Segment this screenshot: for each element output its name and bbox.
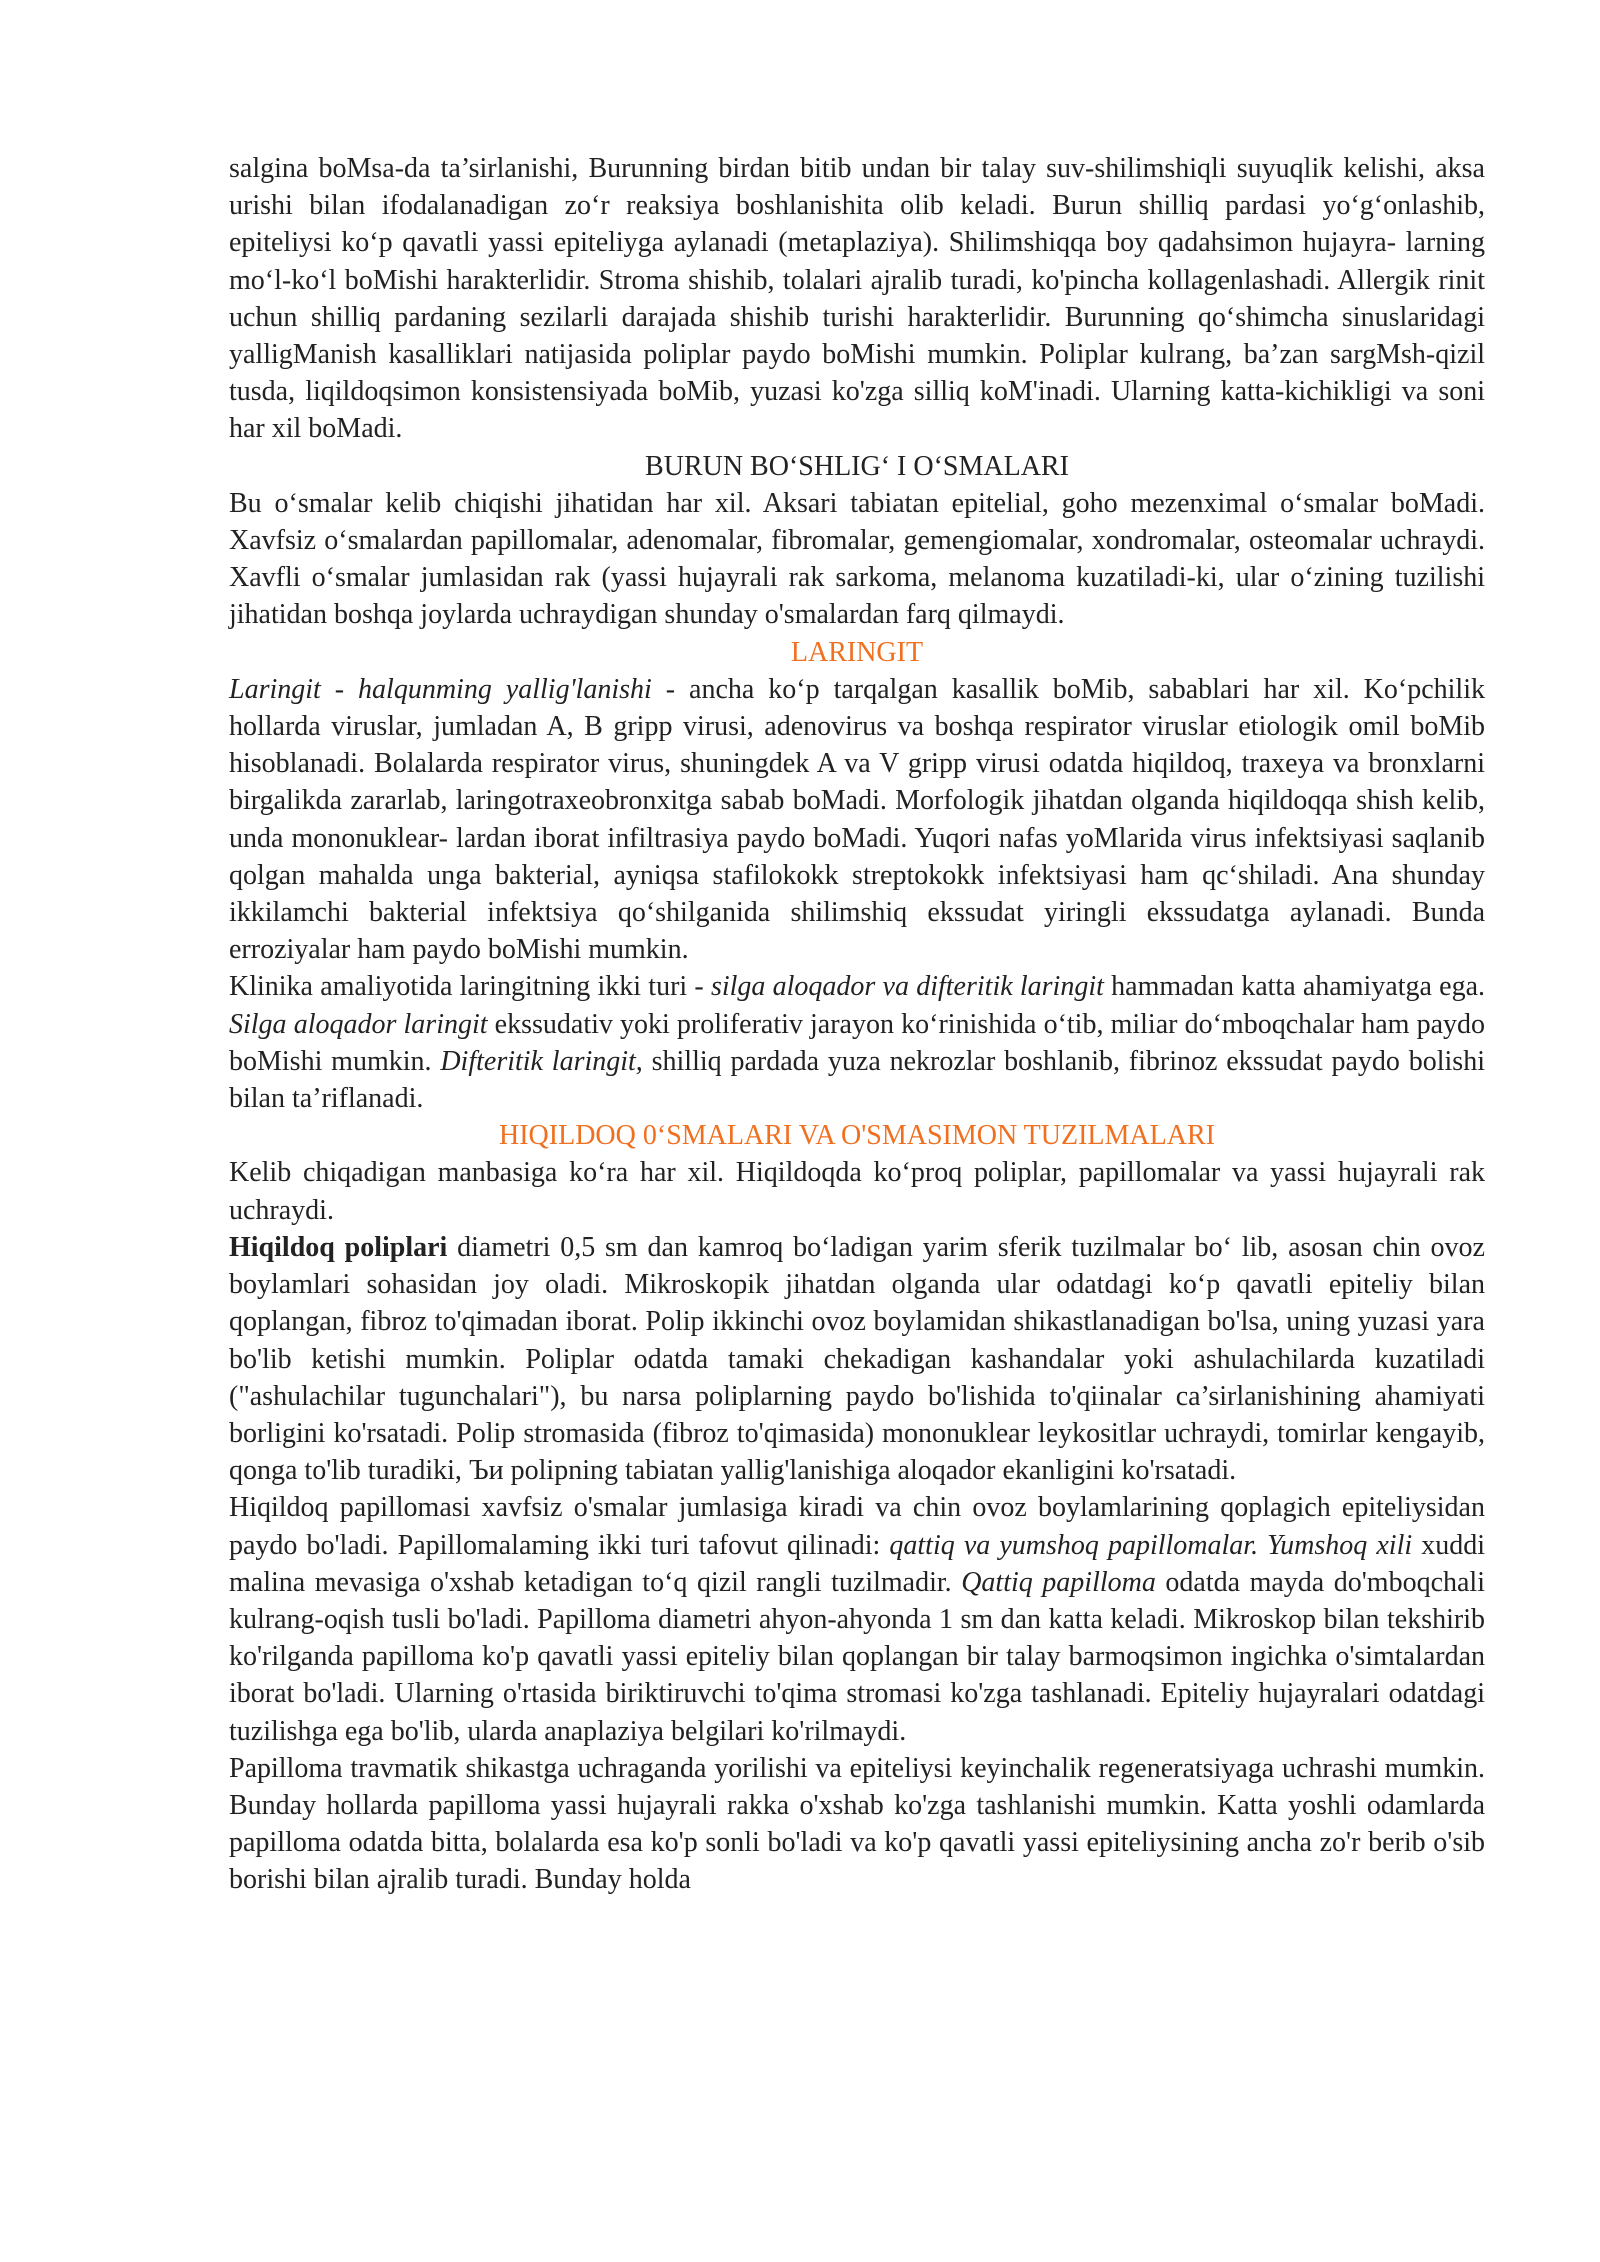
paragraph-text: Papilloma travmatik shikastga uchraganda yorilishi va epiteliysi keyinchalik regeneratsiyaga uchrashi mumkin. Bunday hollarda papilloma yassi hujayrali rakka o'xshab ko'zga tashlanishi mumkin. Katta yoshli odamlarda papilloma odatda bitta, bolalarda esa ko'p sonli bo'ladi va ko'p qavatli yassi epiteliysining ancha zo'r berib o'sib borishi bilan ajralib turadi. Bunday holda <box>229 1752 1485 1896</box>
document-page <box>229 150 1485 1899</box>
heading-text: HIQILDOQ 0‘SMALARI VA O'SMASIMON TUZILMALARI <box>499 1120 1215 1152</box>
heading-larynx-tumors <box>229 1117 1485 1154</box>
paragraph-text: Bu o‘smalar kelib chiqishi jihatidan har xil. Aksari tabiatan epitelial, goho mezenximal o‘smalar boMadi. Xavfsiz o‘smalardan papillomalar, adenomalar, fibromalar, gemengiomalar, xondromalar, osteomalar uchraydi. Xavfli o‘smalar jumlasidan rak (yassi hujayrali rak sarkoma, melanoma kuzatiladi-ki, ular o‘zining tuzilishi jihatidan boshqa joylarda uchraydigan shunday o'smalardan farq qilmaydi. <box>229 487 1485 631</box>
paragraph-text: shilliq pardada yuza nekrozlar boshlanib, fibrinoz ekssudat paydo bolishi bilan ta’riflanadi. <box>229 1045 1485 1115</box>
paragraph-laryngitis-definition <box>229 671 1485 969</box>
paragraph-text: odatda mayda do'mboqchali kulrang-oqish tusli bo'ladi. Papilloma diametri ahyon-ahyonda 1 sm dan katta keladi. Mikroskop bilan tekshirib ko'rilganda papilloma ko'p qavatli yassi epiteliy bilan qoplangan bir talay barmoqsimon ingichka o'simtalardan iborat bo'ladi. Ularning o'rtasida biriktiruvchi to'qima stromasi ko'zga tashlanadi. Epiteliy hujayralari odatdagi tuzilishga ega bo'lib, ularda anaplaziya belgilari ko'rilmaydi. <box>229 1566 1485 1747</box>
paragraph-text: Klinika amaliyotida laringitning ikki turi - <box>229 971 711 1003</box>
paragraph-text: Kelib chiqadigan manbasiga ko‘ra har xil. Hiqildoqda ko‘proq poliplar, papillomalar va yassi hujayrali rak uchraydi. <box>229 1157 1485 1226</box>
paragraph-text: Hiqildoq papillomasi xavfsiz o'smalar jumlasiga kiradi va chin ovoz boylamlarining qoplagich epiteliysidan paydo bo'ladi. Papillomalaming ikki turi tafovut qilinadi: <box>229 1492 1485 1561</box>
heading-nasal-tumors <box>229 448 1485 485</box>
paragraph-nasal-tumors <box>229 485 1485 634</box>
italic-term: Difteritik laringit, <box>440 1045 643 1077</box>
bold-term: Hiqildoq poliplari <box>229 1231 448 1263</box>
italic-term: Laringit - halqunming yallig'lanishi <box>229 673 652 705</box>
paragraph-papilloma-trauma <box>229 1750 1485 1899</box>
paragraph-text: diametri 0,5 sm dan kamroq bo‘ladigan yarim sferik tuzilmalar bo‘ lib, asosan chin ovoz boylamlari sohasidan joy oladi. Mikroskopik jihatdan olganda ular odatdagi ko‘p qavatli epiteliy bilan qoplangan, fibroz to'qimadan iborat. Polip ikkinchi ovoz boylamidan shikastlanadigan bo'lsa, uning yuzasi yara bo'lib ketishi mumkin. Poliplar odatda tamaki chekadigan kashandalar yoki ashulachilarda kuzatiladi ("ashulachilar tugunchalari"), bu narsa poliplarning paydo bo'lishida to'qiinalar ca’sirlanishining ahamiyati borligini ko'rsatadi. Polip stromasida (fibroz to'qimasida) mononuklear leykositlar uchraydi, tomirlar kengayib, qonga to'lib turadiki, Ъи polipning tabiatan yallig'lanishiga aloqador ekanligini ko'rsatadi. <box>229 1231 1485 1487</box>
paragraph-larynx-tumors-intro <box>229 1154 1485 1228</box>
heading-text: BURUN BO‘SHLIG‘ I O‘SMALARI <box>645 450 1069 482</box>
heading-laryngitis <box>229 634 1485 671</box>
italic-term: silga aloqador va difteritik laringit <box>710 971 1104 1003</box>
italic-term: qattiq va yumshoq papillomalar. Yumshoq xili <box>889 1529 1413 1561</box>
paragraph-text: - ancha ko‘p tarqalgan kasallik boMib, sabablari har xil. Ko‘pchilik hollarda viruslar, jumladan A, B gripp virusi, adenovirus va boshqa respirator viruslar etiologik omil boMib hisoblanadi. Bolalarda respirator virus, shuningdek A va V gripp virusi odatda hiqildoq, traxeya va bronxlarni birgalikda zararlab, laringotraxeobronxitga sabab boMadi. Morfologik jihatdan olganda hiqildoqqa shish kelib, unda mononuklear- lardan iborat infiltrasiya paydo boMadi. Yuqori nafas yoMlarida virus infektsiyasi saqlanib qolgan mahalda unga bakterial, ayniqsa stafilokokk streptokokk infektsiyasi ham qc‘shiladi. Ana shunday ikkilamchi bakterial infektsiya qo‘shilganida shilimshiq ekssudat yiringli ekssudatga aylanadi. Bunda erroziyalar ham paydo boMishi mumkin. <box>229 673 1485 966</box>
paragraph-larynx-polyps <box>229 1229 1485 1489</box>
paragraph-rhinitis-polyps <box>229 150 1485 448</box>
paragraph-text: hammadan katta ahamiyatga ega. <box>1103 971 1485 1003</box>
paragraph-text: salgina boMsa-da ta’sirlanishi, Burunning birdan bitib undan bir talay suv-shilimshiqli suyuqlik kelishi, aksa urishi bilan ifodalanadigan zo‘r reaksiya boshlanishita olib keladi. Burun shilliq pardasi yo‘g‘onlashib, epiteliysi ko‘p qavatli yassi epiteliyga aylanadi (metaplaziya). Shilimshiqqa boy qadahsimon hujayra- larning mo‘l-ko‘l boMishi harakterlidir. Stroma shishib, tolalari ajralib turadi, ko'pincha kollagenlashadi. Allergik rinit uchun shilliq pardaning sezilarli darajada shishib turishi harakterlidir. Burunning qo‘shimcha sinuslaridagi yalligManish kasalliklari natijasida poliplar paydo boMishi mumkin. Poliplar kulrang, ba’zan sargMsh-qizil tusda, liqildoqsimon konsistensiyada boMib, yuzasi ko'zga silliq koM'inadi. Ularning katta-kichikligi va soni har xil boMadi. <box>229 153 1485 445</box>
paragraph-larynx-papilloma <box>229 1489 1485 1749</box>
paragraph-laryngitis-types <box>229 968 1485 1117</box>
paragraph-text: ekssudativ yoki proliferativ jarayon ko‘rinishida o‘tib, miliar do‘mboqchalar ham paydo boMishi mumkin. <box>229 1008 1486 1077</box>
heading-text: LARINGIT <box>790 636 924 668</box>
paragraph-text: xuddi malina mevasiga o'xshab ketadigan to‘q qizil rangli tuzilmadir. <box>229 1529 1485 1598</box>
italic-term: Qattiq papilloma <box>961 1566 1156 1598</box>
italic-term: Silga aloqador laringit <box>229 1008 488 1040</box>
